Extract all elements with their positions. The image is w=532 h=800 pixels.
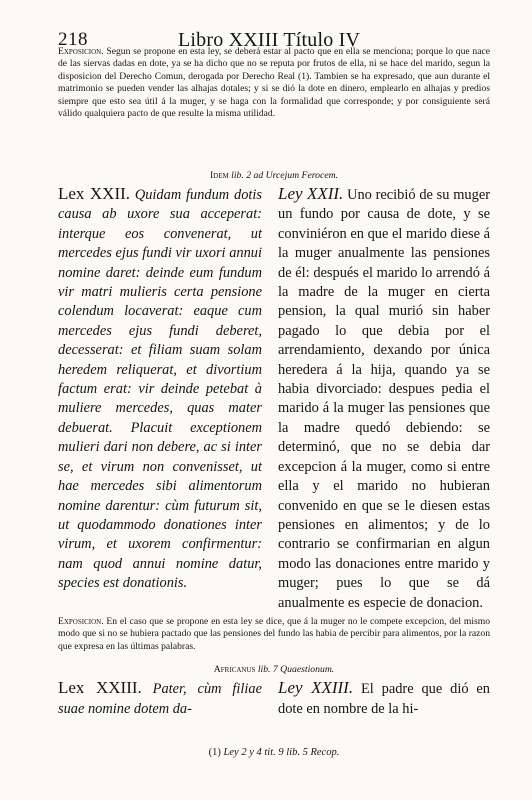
source-citation-2 — [58, 664, 490, 676]
spanish-text-ley-22 — [278, 184, 490, 613]
source-citation-1 — [58, 170, 490, 182]
footnote-marker: (1) — [208, 747, 221, 758]
spanish-law-text: Uno recibió de su muger un fundo por causa de dote, y se conviniéron en que el marido diese á la muger anualmente las pensiones de él: después el marido lo arrendó á la madre de la muger en cierta pension, la qual murió sin haber pagado lo que debia por el arrendamiento, dexando por única heredera á la hija, quando ya se habia divorciado: despues pedia el marido á la muger las pensiones que la madre quedó debiendo: se determinó, que no se debia dar excepcion á la muger, como si entre ella y el marido no hubieran convenido en que se le diesen estas pensiones en alimentos; y de lo contrario se confirmarian en algun modo las donaciones entre marido y muger; pues lo que se dá anualmente es especie de donacion. — [278, 187, 490, 611]
exposicion-text: En el caso que se propone en esta ley se dice, que á la muger no le compete excepcion, del mismo modo que si no se hubiera pactado que las pensiones del fundo las habia de percibir para alimentos, por la razon que expresa en las últimas palabras. — [58, 616, 490, 652]
exposicion-lead: Exposicion. — [58, 46, 104, 57]
page-number: 218 — [58, 29, 88, 50]
latin-text-lex-23 — [58, 678, 262, 719]
spanish-law-label: Ley XXIII. — [278, 678, 354, 697]
source-author: Africanus — [213, 664, 256, 675]
exposicion-lead: Exposicion. — [58, 616, 104, 627]
footnote-text: Ley 2 y 4 tit. 9 lib. 5 Recop. — [223, 747, 340, 758]
source-reference: lib. 2 ad Urcejum Ferocem. — [231, 170, 339, 181]
footnote — [58, 747, 490, 758]
latin-law-text: Pater, cùm filiae suae nomine dotem da- — [58, 681, 262, 717]
exposicion-paragraph-top — [58, 46, 490, 120]
exposicion-paragraph-mid — [58, 616, 490, 653]
latin-law-label: Lex XXIII. — [58, 678, 142, 697]
spanish-law-text: El padre que dió en dote en nombre de la hi- — [278, 681, 490, 717]
exposicion-text: Segun se propone en esta ley, se deberá estar al pacto que en ella se menciona; porque lo que nace de las siervas dadas en dote, ya se ha dicho que no se reputa por frutos de ella, ni se hace del marido, segun la disposicion del Derecho Comun, derogada por Derecho Real (1). Tambien se ha expresado, que aun durante el matrimonio se pueden vender las alhajas dotales; y si se dió la dote en dinero, emplearlo en alhajas y predios siempre que esto sea útil á la muger, y se haga con la formalidad que corresponde; y por consiguiente será válido qualquiera pacto de que resulte la misma utilidad. — [58, 46, 490, 120]
spanish-law-label: Ley XXII. — [278, 184, 344, 203]
running-title: Libro XXIII Título IV — [178, 29, 361, 51]
source-author: Idem — [209, 170, 229, 181]
source-reference: lib. 7 Quaestionum. — [257, 664, 335, 675]
latin-text-lex-22 — [58, 184, 262, 594]
latin-law-label: Lex XXII. — [58, 184, 131, 203]
spanish-text-ley-23 — [278, 678, 490, 719]
latin-law-text: Quidam fundum dotis causa ab uxore sua acceperat: interque eos convenerat, ut mercedes ejus fundi vir uxori annui nomine daret: deinde eum fundum vir matri mulieris certa pensione colendum locaverat: eaque cum mercedes ejus fundi deberet, decesserat: et filiam suam solam heredem reliquerat, et divortium factum erat: vir deinde petebat à muliere mercedes, quas mater debuerat. Placuit exceptionem mulieri dari non debere, ac si inter se, et virum non convenisset, ut hae mercedes sibi alimentorum nomine darentur: cùm futurum sit, ut quodammodo donationes inter virum, et uxorem confirmentur: nam quod annui nomine datur, species est donationis. — [58, 187, 262, 592]
